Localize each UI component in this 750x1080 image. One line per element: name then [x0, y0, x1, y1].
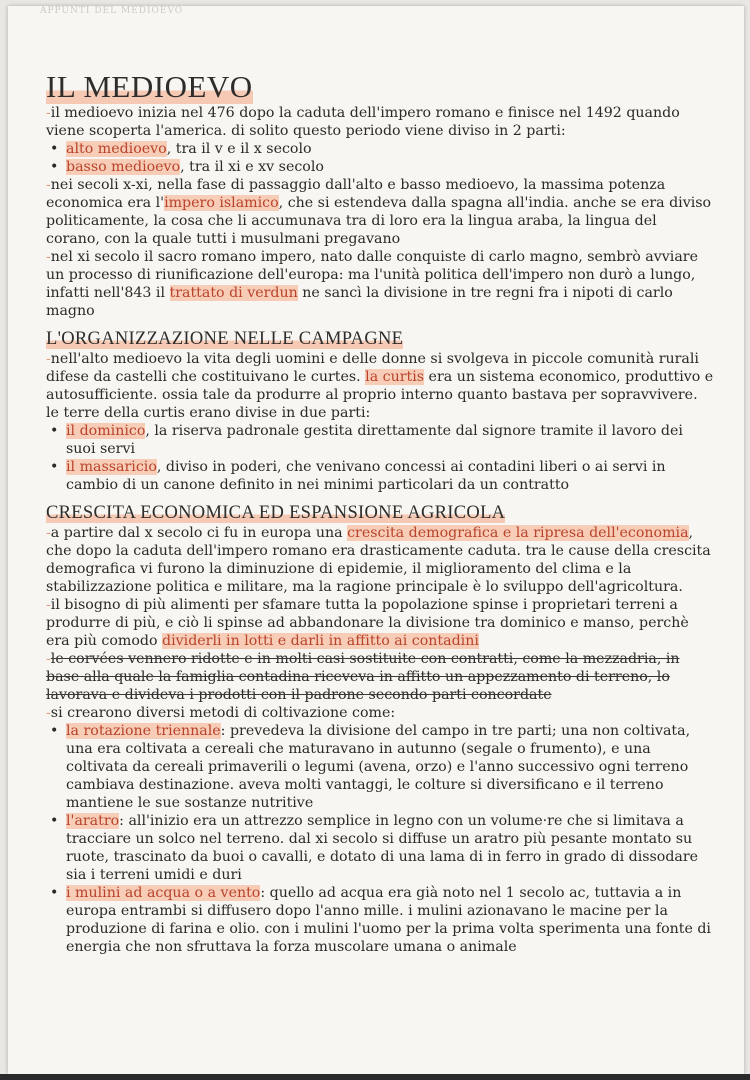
curtis-paragraph: -nell'alto medioevo la vita degli uomini e delle donne si svolgeva in piccole comunità rurali difese da castelli che costituivano le curtes. la curtis era un sistema economico, produttivo e autosufficiente. ossia tale da produrre al proprio interno quanto bastava per sopravvivere. le terre della curtis erano divise in due parti:	[46, 351, 714, 421]
section-heading-crescita: CRESCITA ECONOMICA ED ESPANSIONE AGRICOLA	[46, 503, 506, 523]
notes-content	[46, 69, 714, 956]
holy-roman-empire-paragraph: -nel xi secolo il sacro romano impero, nato dalle conquiste di carlo magno, sembrò avviare un processo di riunificazione dell'europa: ma l'unità politica dell'impero non durò a lungo, infatti nell'843 il trattato di verdun ne sancì la divisione in tre regni fra i nipoti di carlo magno	[46, 249, 698, 319]
list-item: • la rotazione triennale: prevedeva la divisione del campo in tre parti; una non coltivata, una era coltivata a cereali che maturavano in autunno (segale o frumento), e una coltivata da cereali primaverili o legumi (avena, orzo) e l'anno successivo ogni terreno cambiava destinazione. aveva molti vantaggi, le colture si diversificano e il terreno mantiene le sue sostanze nutritive	[66, 722, 714, 812]
lots-paragraph: -il bisogno di più alimenti per sfamare tutta la popolazione spinse i proprietari terreni a produrre di più, e ciò li spinse ad abbandonare la divisione tra dominico e manso, perchè era più comodo dividerli in lotti e darli in affitto ai contadini	[46, 597, 689, 649]
methods-list	[46, 722, 714, 956]
period-list	[46, 140, 714, 176]
page-bottom-edge	[0, 1074, 750, 1080]
islamic-empire-paragraph: -nei secoli x-xi, nella fase di passaggio dall'alto e basso medioevo, la massima potenza economica era l'impero islamico, che si estendeva dalla spagna all'india. anche se era diviso politicamente, la cosa che li accumunava tra di loro era la lingua araba, la lingua del corano, con la quale tutti i musulmani pregavano	[46, 177, 712, 247]
list-item: • l'aratro: all'inizio era un attrezzo semplice in legno con un volume·re che si limitava a tracciare un solco nel terreno. dal xi secolo si diffuse un aratro più pesante montato su ruote, trascinato da buoi o cavalli, e dotato di una lama di in ferro in grado di dissodare sia i terreni umidi e duri	[66, 812, 714, 884]
list-item: • il dominico, la riserva padronale gestita direttamente dal signore tramite il lavoro dei suoi servi	[66, 422, 714, 458]
page-title: IL MEDIOEVO	[46, 69, 253, 104]
bleed-through-header: APPUNTI DEL MEDIOEVO	[40, 6, 184, 16]
list-item: • i mulini ad acqua o a vento: quello ad acqua era già noto nel 1 secolo ac, tuttavia a in europa entrambi si diffusero dopo l'anno mille. i mulini azionavano le macine per la produzione di farina e olio. con i mulini l'uomo per la prima volta sperimenta una fonte di energia che non sfruttava la forza muscolare umana o animale	[66, 884, 714, 956]
growth-paragraph: -a partire dal x secolo ci fu in europa una crescita demografica e la ripresa dell'economia, che dopo la caduta dell'impero romano era drasticamente caduta. tra le cause della crescita demografica vi furono la diminuzione di epidemie, il miglioramento del clima e la stabilizzazione politica e militare, ma la ragione principale è lo sviluppo dell'agricoltura.	[46, 525, 711, 595]
list-item: • il massaricio, diviso in poderi, che venivano concessi ai contadini liberi o ai servi in cambio di un canone definito in nei minimi particolari da un contratto	[66, 458, 714, 494]
list-item: • basso medioevo, tra il xi e xv secolo	[66, 158, 714, 176]
list-item: • alto medioevo, tra il v e il x secolo	[66, 140, 714, 158]
methods-intro: -si crearono diversi metodi di coltivazione come:	[46, 705, 396, 721]
section-heading-campagne: L'ORGANIZZAZIONE NELLE CAMPAGNE	[46, 329, 404, 349]
curtis-list	[46, 422, 714, 494]
intro-paragraph: -il medioevo inizia nel 476 dopo la caduta dell'impero romano e finisce nel 1492 quando viene scoperta l'america. di solito questo periodo viene diviso in 2 parti:	[46, 105, 680, 139]
crossed-out-paragraph: -le corvées vennero ridotte e in molti casi sostituite con contratti, come la mezzadria, in base alla quale la famiglia contadina riceveva in affitto un appezzamento di terreno, lo lavorava e divideva i prodotti con il padrone secondo parti concordate	[46, 651, 680, 703]
